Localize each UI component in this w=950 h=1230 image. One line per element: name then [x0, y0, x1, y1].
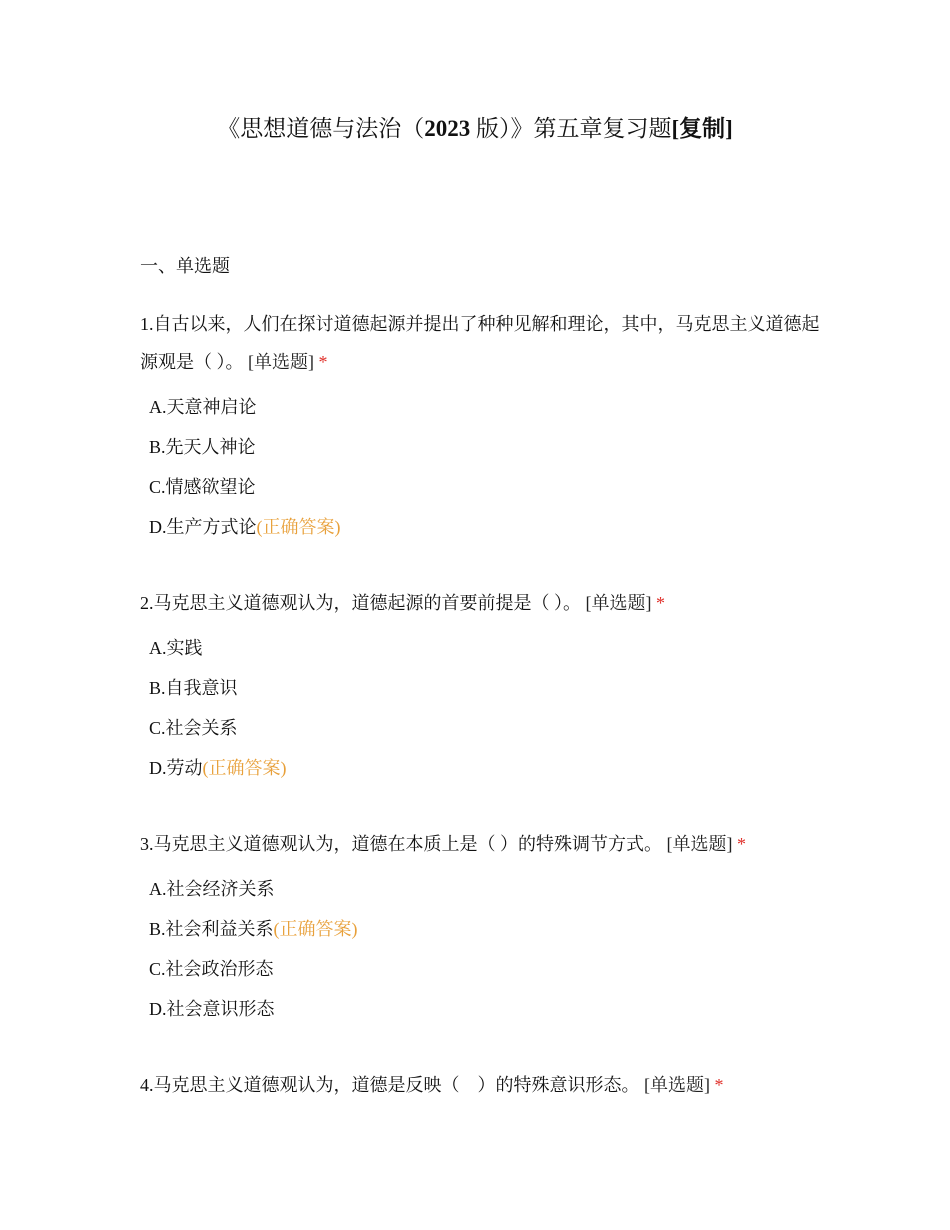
option-2b-label: B.自我意识 — [149, 678, 238, 698]
question-4-stem — [140, 1066, 820, 1104]
question-2 — [140, 584, 820, 788]
question-2-required-mark: * — [656, 593, 665, 613]
option-2d-label: D.劳动 — [149, 758, 203, 778]
question-3-options — [140, 869, 820, 1029]
option-2a-label: A.实践 — [149, 638, 203, 658]
title-suffix: 版）》第五章复习题 — [470, 116, 672, 141]
question-3-required-mark: * — [737, 834, 746, 854]
option-3b[interactable] — [149, 909, 820, 949]
option-1d[interactable] — [149, 507, 820, 547]
question-3-stem — [140, 825, 820, 863]
option-1b[interactable] — [149, 427, 820, 467]
correct-answer-mark: (正确答案) — [273, 919, 358, 939]
question-1-stem — [140, 305, 820, 381]
question-3 — [140, 825, 820, 1029]
option-3a-label: A.社会经济关系 — [149, 879, 275, 899]
option-3a[interactable] — [149, 869, 820, 909]
option-2a[interactable] — [149, 628, 820, 668]
question-4-required-mark: * — [714, 1075, 724, 1095]
title-year: 2023 — [424, 116, 471, 141]
option-3d[interactable] — [149, 989, 820, 1029]
option-2b[interactable] — [149, 668, 820, 708]
option-2d[interactable] — [149, 748, 820, 788]
question-1-required-mark: * — [318, 352, 328, 372]
option-1d-label: D.生产方式论 — [149, 517, 257, 537]
section-heading: 一、单选题 — [140, 256, 230, 276]
option-1a[interactable] — [149, 387, 820, 427]
option-2c[interactable] — [149, 708, 820, 748]
page-title — [0, 110, 950, 143]
option-3c[interactable] — [149, 949, 820, 989]
title-copy-label: [复制] — [671, 116, 733, 141]
option-1a-label: A.天意神启论 — [149, 397, 257, 417]
correct-answer-mark: (正确答案) — [256, 517, 341, 537]
option-2c-label: C.社会关系 — [149, 718, 238, 738]
question-2-options — [140, 628, 820, 788]
question-4-text: 4.马克思主义道德观认为，道德是反映（ ）的特殊意识形态。 — [140, 1075, 640, 1095]
correct-answer-mark: (正确答案) — [202, 758, 287, 778]
question-1-text: 1.自古以来，人们在探讨道德起源并提出了种种见解和理论，其中，马克思主义道德起源观是（ ）。 — [140, 314, 820, 372]
question-4-type: [单选题] — [644, 1075, 710, 1095]
question-2-stem — [140, 584, 820, 622]
option-1c-label: C.情感欲望论 — [149, 477, 256, 497]
option-3b-label: B.社会利益关系 — [149, 919, 274, 939]
question-2-type: [单选题] — [585, 593, 652, 613]
title-prefix: 《思想道德与法治（ — [217, 116, 425, 141]
question-2-text: 2.马克思主义道德观认为，道德起源的首要前提是（ ）。 — [140, 593, 581, 613]
question-1-type: [单选题] — [248, 352, 314, 372]
option-3c-label: C.社会政治形态 — [149, 959, 274, 979]
question-1-options — [140, 387, 820, 547]
option-1c[interactable] — [149, 467, 820, 507]
option-1b-label: B.先天人神论 — [149, 437, 256, 457]
question-3-text: 3.马克思主义道德观认为，道德在本质上是（ ）的特殊调节方式。 — [140, 834, 662, 854]
question-3-type: [单选题] — [666, 834, 733, 854]
question-4 — [140, 1066, 820, 1104]
option-3d-label: D.社会意识形态 — [149, 999, 275, 1019]
question-1 — [140, 305, 820, 547]
